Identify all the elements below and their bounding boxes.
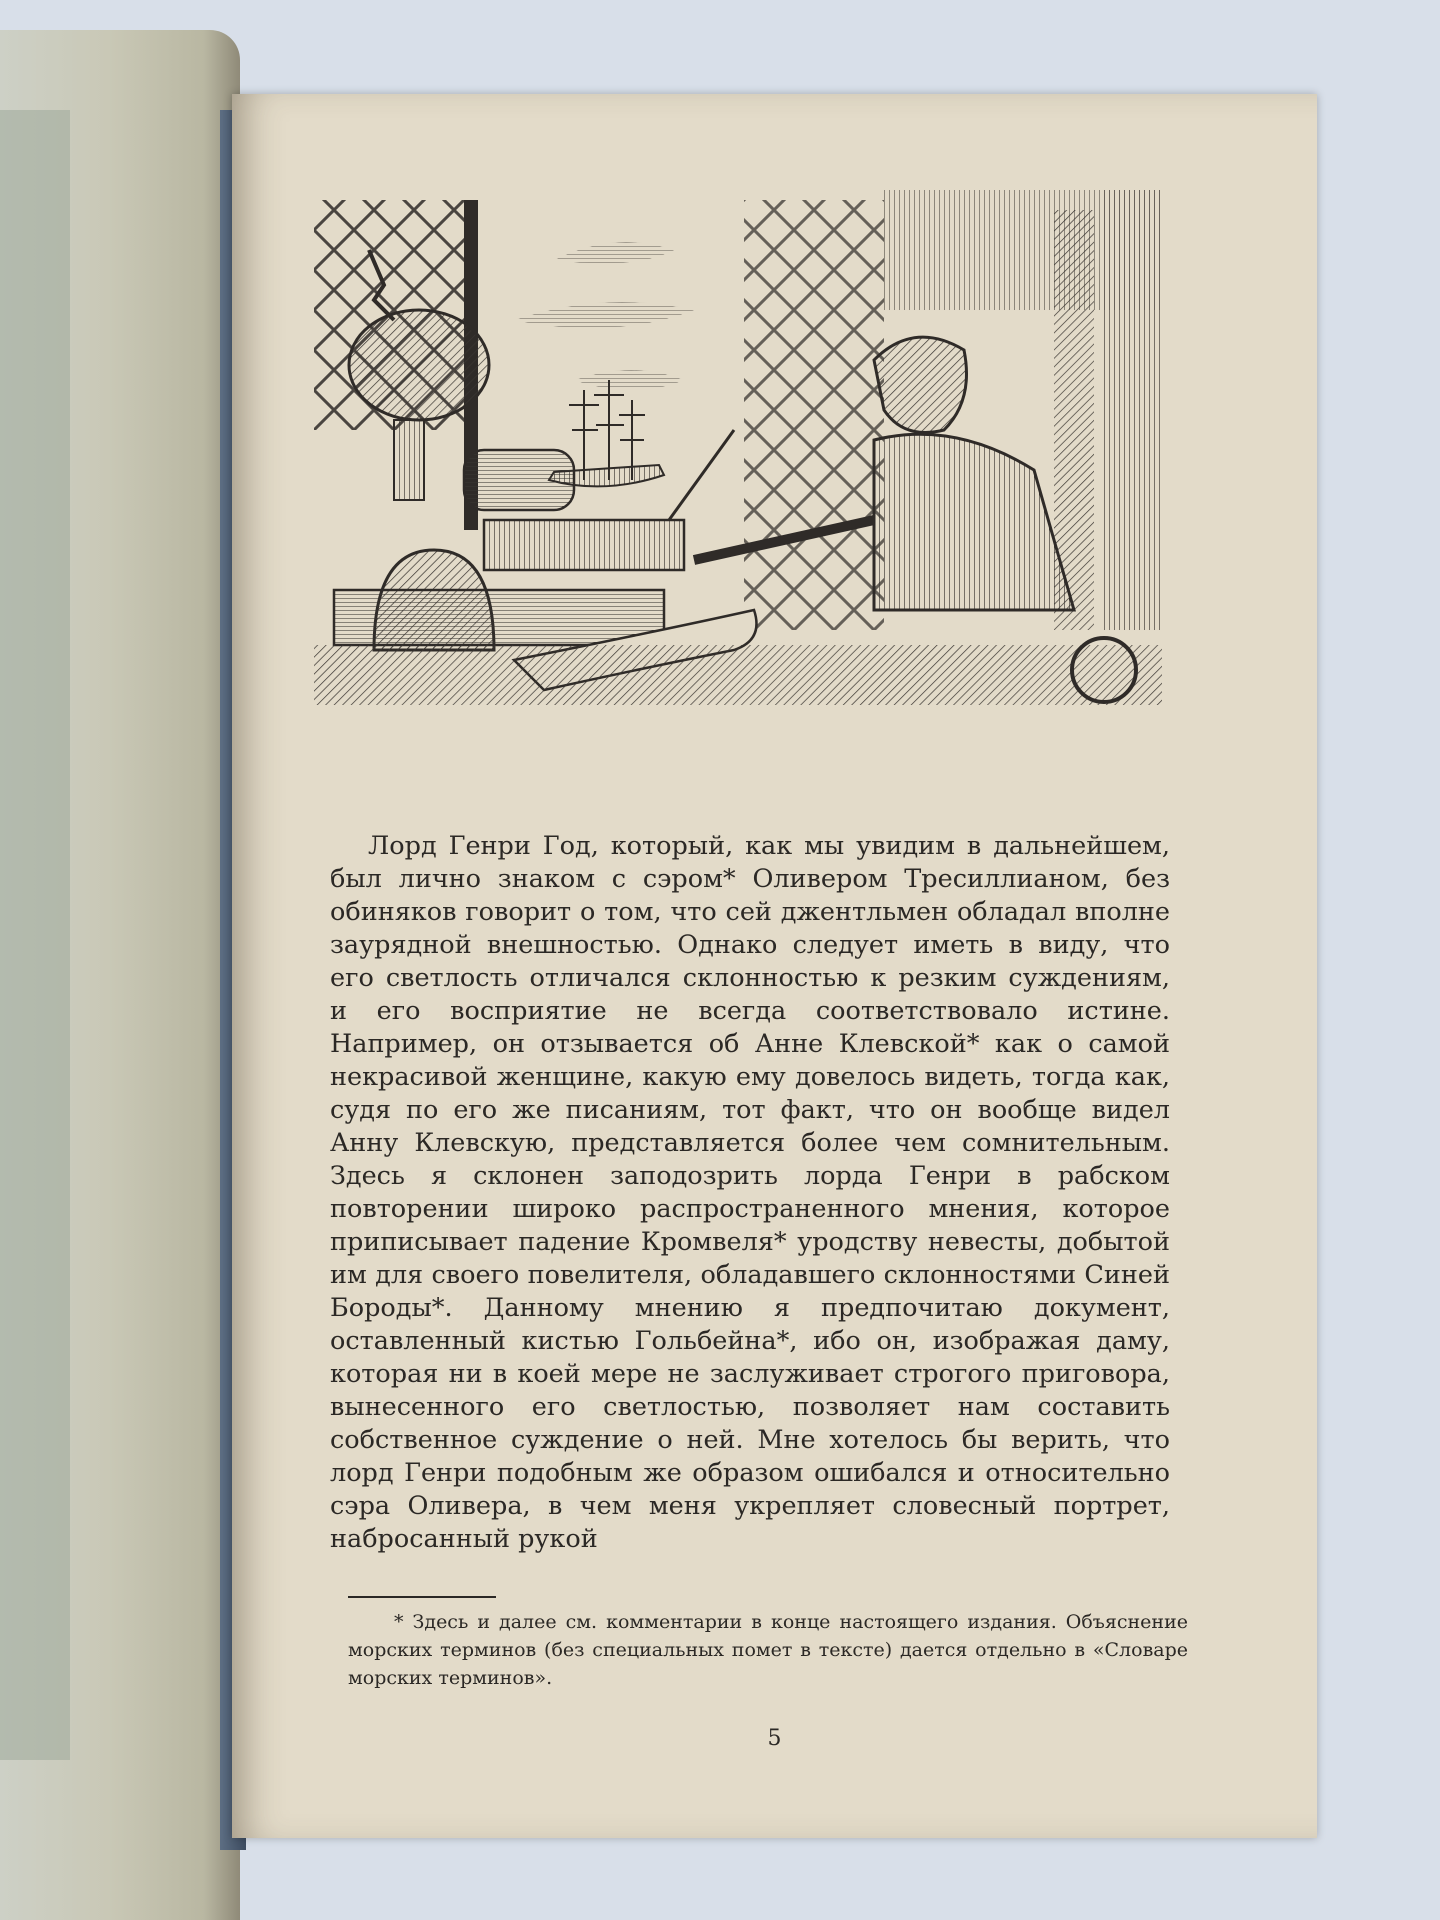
desk [314, 645, 1162, 705]
left-page [0, 30, 240, 1920]
body-paragraph: Лорд Генри Год, который, как мы увидим в дальнейшем, был лично знаком с сэром* Оливером Тресиллианом, без обиняков говорит о том, что сей джентльмен обладал вполне заурядной внешностью. Однако следует иметь в виду, что его светлость отличался склонностью к резким суждениям, и его восприятие не всегда соответствовало истине. Например, он отзывается об Анне Клевской* как о самой некрасивой женщине, какую ему довелось видеть, тогда как, судя по его же писаниям, тот факт, что он вообще видел Анну Клевскую, представляется более чем сомнительным. Здесь я склонен заподозрить лорда Генри в рабском повторении широко распространенного мнения, которое приписывает падение Кромвеля* уродству невесты, добытой им для своего повелителя, обладавшего склонностями Синей Бороды*. Данному мнению я предпочитаю документ, оставленный кистью Гольбейна*, ибо он, изображая даму, которая ни в коей мере не заслуживает строгого приговора, вынесенного его светлостью, позволяет нам составить собственное суждение о ней. Мне хотелось бы верить, что лорд Генри подобным же образом ошибался и относительно сэра Оливера, в чем меня укрепляет словесный портрет, набросанный рукой [330, 831, 1170, 1554]
book-page [232, 94, 1317, 1838]
footnote-divider [348, 1596, 496, 1598]
footnote: * Здесь и далее см. комментарии в конце настоящего издания. Объяснение морских терминов (без специальных помет в тексте) дается отдельно в «Словаре морских терминов». [348, 1611, 1188, 1689]
page-number: 5 [767, 1726, 782, 1751]
engraving-illustration [314, 190, 1162, 708]
sky-clouds [514, 242, 694, 390]
